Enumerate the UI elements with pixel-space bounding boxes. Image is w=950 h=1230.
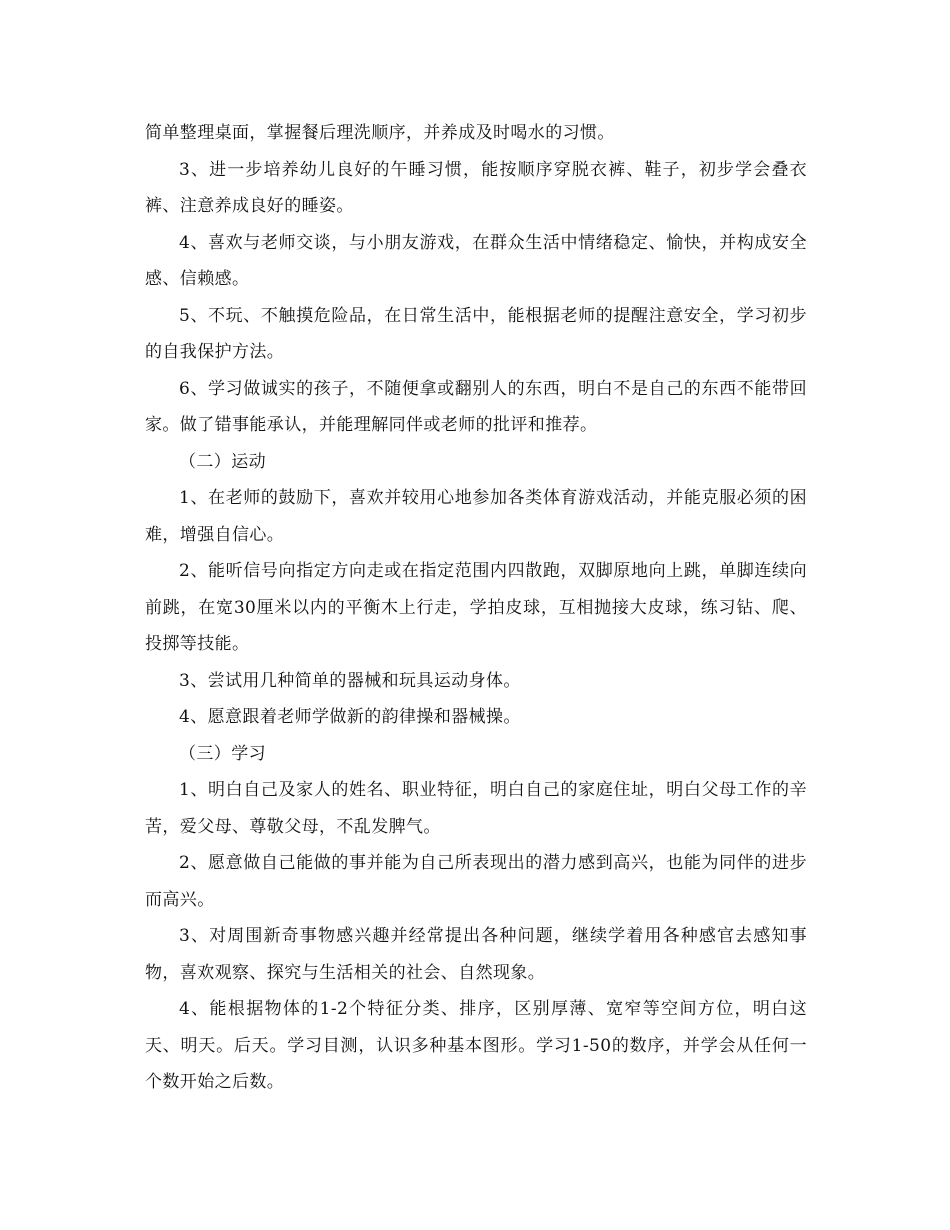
paragraph-continuation: 简单整理桌面，掌握餐后理洗顺序，并养成及时喝水的习惯。 bbox=[145, 123, 615, 143]
paragraph-item-6: 6、学习做诚实的孩子，不随便拿或翻别人的东西，明白不是自己的东西不能带回家。做了错事能承认，并能理解同伴或老师的批评和推荐。 bbox=[145, 378, 807, 435]
paragraph-item-3: 3、进一步培养幼儿良好的午睡习惯，能按顺序穿脱衣裤、鞋子，初步学会叠衣裤、注意养成良好的睡姿。 bbox=[145, 159, 807, 216]
paragraph-exercise-2: 2、能听信号向指定方向走或在指定范围内四散跑，双脚原地向上跳，单脚连续向前跳，在宽30厘米以内的平衡木上行走，学拍皮球，互相抛接大皮球，练习钻、爬、投掷等技能。 bbox=[145, 561, 807, 654]
paragraph-learning-3: 3、对周围新奇事物感兴趣并经常提出各种问题，继续学着用各种感官去感知事物，喜欢观察、探究与生活相关的社会、自然现象。 bbox=[145, 926, 807, 983]
paragraph-learning-2: 2、愿意做自己能做的事并能为自己所表现出的潜力感到高兴，也能为同伴的进步而高兴。 bbox=[145, 853, 807, 910]
paragraph-item-4: 4、喜欢与老师交谈，与小朋友游戏，在群众生活中情绪稳定、愉快，并构成安全感、信赖感。 bbox=[145, 232, 807, 289]
section-heading-learning: （三）学习 bbox=[179, 743, 266, 764]
paragraph-exercise-4: 4、愿意跟着老师学做新的韵律操和器械操。 bbox=[179, 707, 521, 727]
section-heading-exercise: （二）运动 bbox=[179, 451, 266, 472]
document-body bbox=[145, 115, 807, 1101]
paragraph-exercise-1: 1、在老师的鼓励下，喜欢并较用心地参加各类体育游戏活动，并能克服必须的困难，增强自信心。 bbox=[145, 488, 807, 545]
paragraph-exercise-3: 3、尝试用几种简单的器械和玩具运动身体。 bbox=[179, 670, 521, 691]
paragraph-learning-1: 1、明白自己及家人的姓名、职业特征，明白自己的家庭住址，明白父母工作的辛苦，爱父母、尊敬父母，不乱发脾气。 bbox=[145, 780, 807, 837]
paragraph-learning-4: 4、能根据物体的1-2个特征分类、排序，区别厚薄、宽窄等空间方位，明白这天、明天。后天。学习目测，认识多种基本图形。学习1-50的数序，并学会从任何一个数开始之后数。 bbox=[145, 999, 807, 1092]
paragraph-item-5: 5、不玩、不触摸危险品，在日常生活中，能根据老师的提醒注意安全，学习初步的自我保护方法。 bbox=[145, 305, 807, 362]
